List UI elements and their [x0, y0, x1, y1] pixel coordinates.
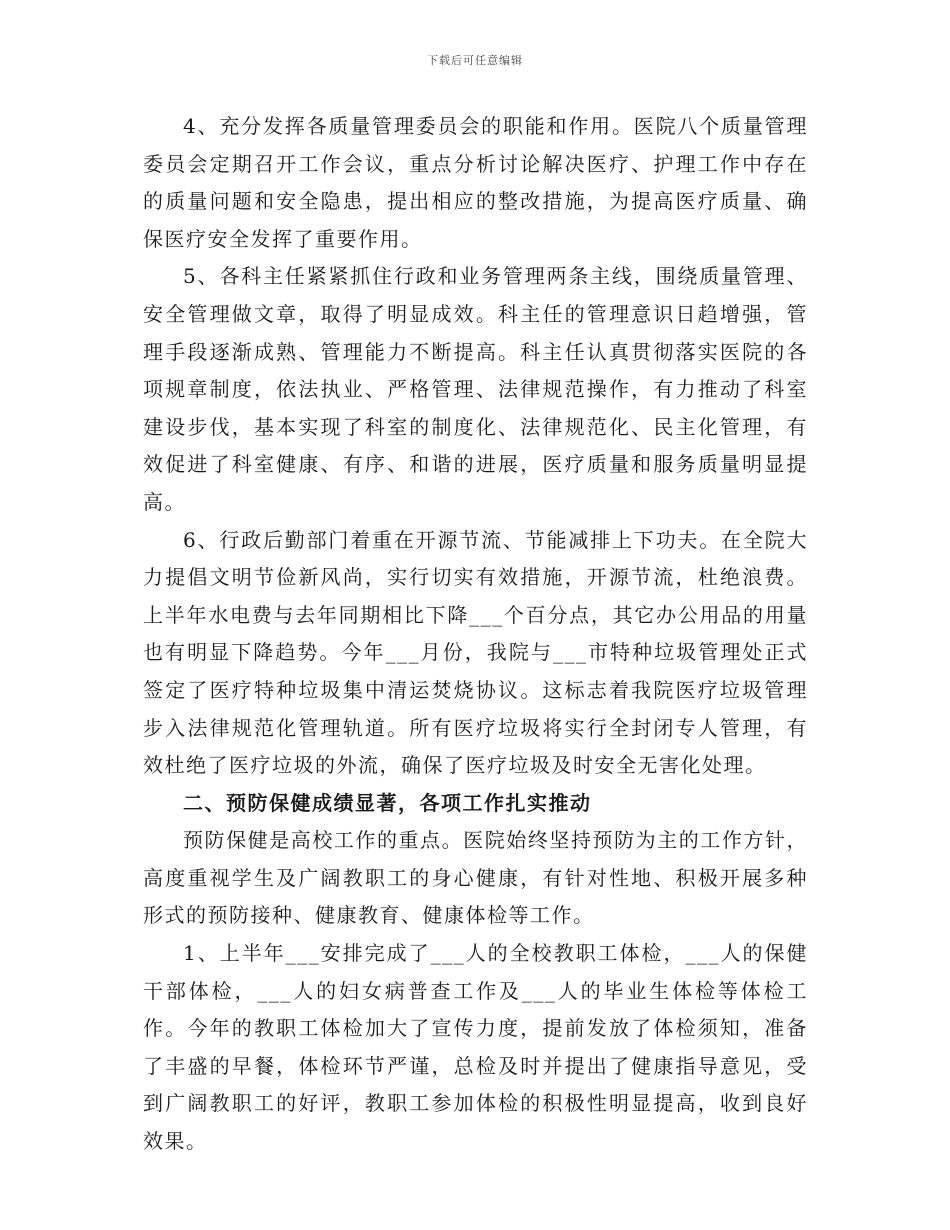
section-heading-2: 二、预防保健成绩显著，各项工作扎实推动	[183, 790, 592, 815]
paragraph-item-4: 4、充分发挥各质量管理委员会的职能和作用。医院八个质量管理委员会定期召开工作会议，重点分析讨论解决医疗、护理工作中存在的质量问题和安全隐患，提出相应的整改措施，为提高医疗质量、确保医疗安全发挥了重要作用。	[143, 114, 808, 251]
paragraph-item-1: 1、上半年___安排完成了___人的全校教职工体检，___人的保健干部体检，___人的妇女病普查工作及___人的毕业生体检等体检工作。今年的教职工体检加大了宣传力度，提前发放了体检须知，准备了丰盛的早餐，体检环节严谨，总检及时并提出了健康指导意见，受到广阔教职工的好评，教职工参加体检的积极性明显提高，收到良好效果。	[143, 941, 808, 1154]
paragraph-item-6: 6、行政后勤部门着重在开源节流、节能减排上下功夫。在全院大力提倡文明节俭新风尚，实行切实有效措施，开源节流，杜绝浪费。上半年水电费与去年同期相比下降___个百分点，其它办公用品的用量也有明显下降趋势。今年___月份，我院与___市特种垃圾管理处正式签定了医疗特种垃圾集中清运焚烧协议。这标志着我院医疗垃圾管理步入法律规范化管理轨道。所有医疗垃圾将实行全封闭专人管理，有效杜绝了医疗垃圾的外流，确保了医疗垃圾及时安全无害化处理。	[143, 527, 808, 778]
paragraph-item-5: 5、各科主任紧紧抓住行政和业务管理两条主线，围绕质量管理、安全管理做文章，取得了明显成效。科主任的管理意识日趋增强，管理手段逐渐成熟、管理能力不断提高。科主任认真贯彻落实医院的各项规章制度，依法执业、严格管理、法律规范操作，有力推动了科室建设步伐，基本实现了科室的制度化、法律规范化、民主化管理，有效促进了科室健康、有序、和谐的进展，医疗质量和服务质量明显提高。	[143, 264, 808, 514]
document-body	[143, 108, 808, 1161]
paragraph-section-intro: 预防保健是高校工作的重点。医院始终坚持预防为主的工作方针，高度重视学生及广阔教职工的身心健康，有针对性地、积极开展多种形式的预防接种、健康教育、健康体检等工作。	[143, 828, 808, 928]
page-header: 下载后可任意编辑	[427, 54, 523, 67]
